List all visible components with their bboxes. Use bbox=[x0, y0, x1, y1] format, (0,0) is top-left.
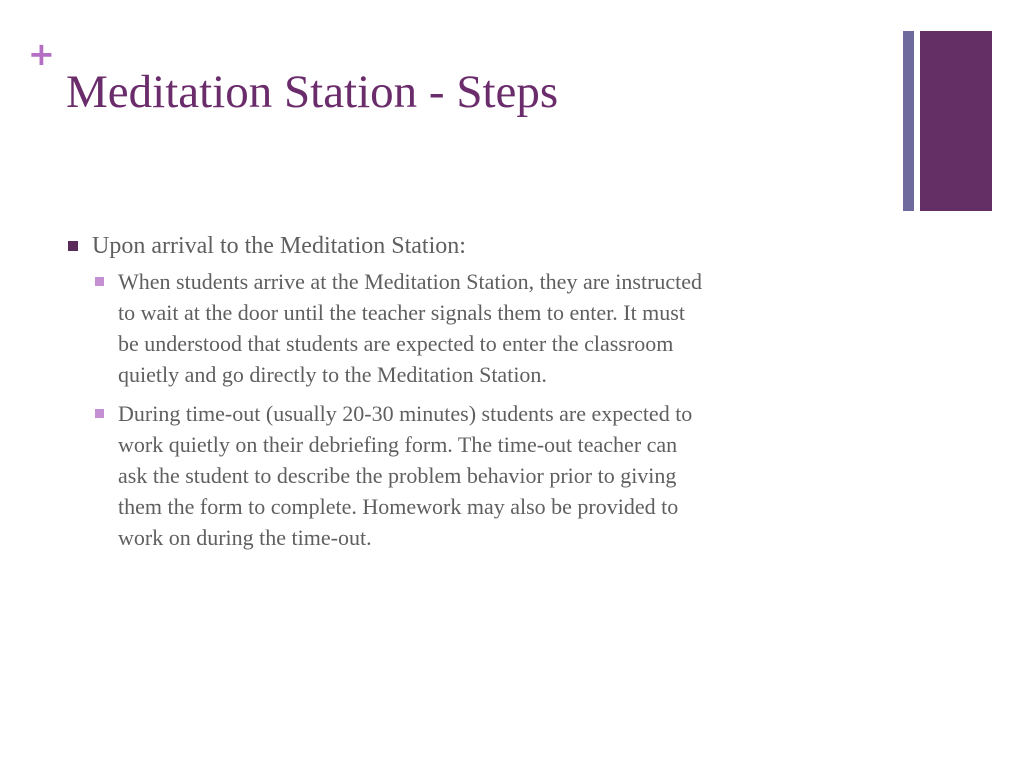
square-bullet-icon bbox=[95, 409, 104, 418]
sub-bullet-line: When students arrive at the Meditation Station, they are instructed bbox=[118, 269, 703, 294]
square-bullet-icon bbox=[68, 241, 78, 251]
sub-bullet-line: quietly and go directly to the Meditation Station. bbox=[118, 362, 547, 387]
sub-bullet-line: work on during the time-out. bbox=[118, 525, 372, 550]
accent-bar-thick bbox=[920, 31, 992, 211]
accent-bar-thin bbox=[903, 31, 914, 211]
plus-icon: + bbox=[28, 35, 55, 73]
sub-bullet-line: work quietly on their debriefing form. The time-out teacher can bbox=[118, 432, 678, 457]
sub-bullet-list bbox=[68, 266, 908, 553]
bullet-item bbox=[68, 228, 908, 264]
sub-bullet-item bbox=[68, 398, 898, 553]
sub-bullet-line: them the form to complete. Homework may also be provided to bbox=[118, 494, 679, 519]
square-bullet-icon bbox=[95, 277, 104, 286]
sub-bullet-line: During time-out (usually 20-30 minutes) students are expected to bbox=[118, 401, 693, 426]
bullet-text: Upon arrival to the Meditation Station: bbox=[92, 233, 466, 259]
sub-bullet-line: be understood that students are expected to enter the classroom bbox=[118, 331, 674, 356]
slide-title: Meditation Station - Steps bbox=[66, 66, 559, 118]
slide-body bbox=[68, 228, 908, 561]
sub-bullet-line: ask the student to describe the problem behavior prior to giving bbox=[118, 463, 677, 488]
sub-bullet-item bbox=[68, 266, 898, 390]
sub-bullet-line: to wait at the door until the teacher signals them to enter. It must bbox=[118, 300, 685, 325]
